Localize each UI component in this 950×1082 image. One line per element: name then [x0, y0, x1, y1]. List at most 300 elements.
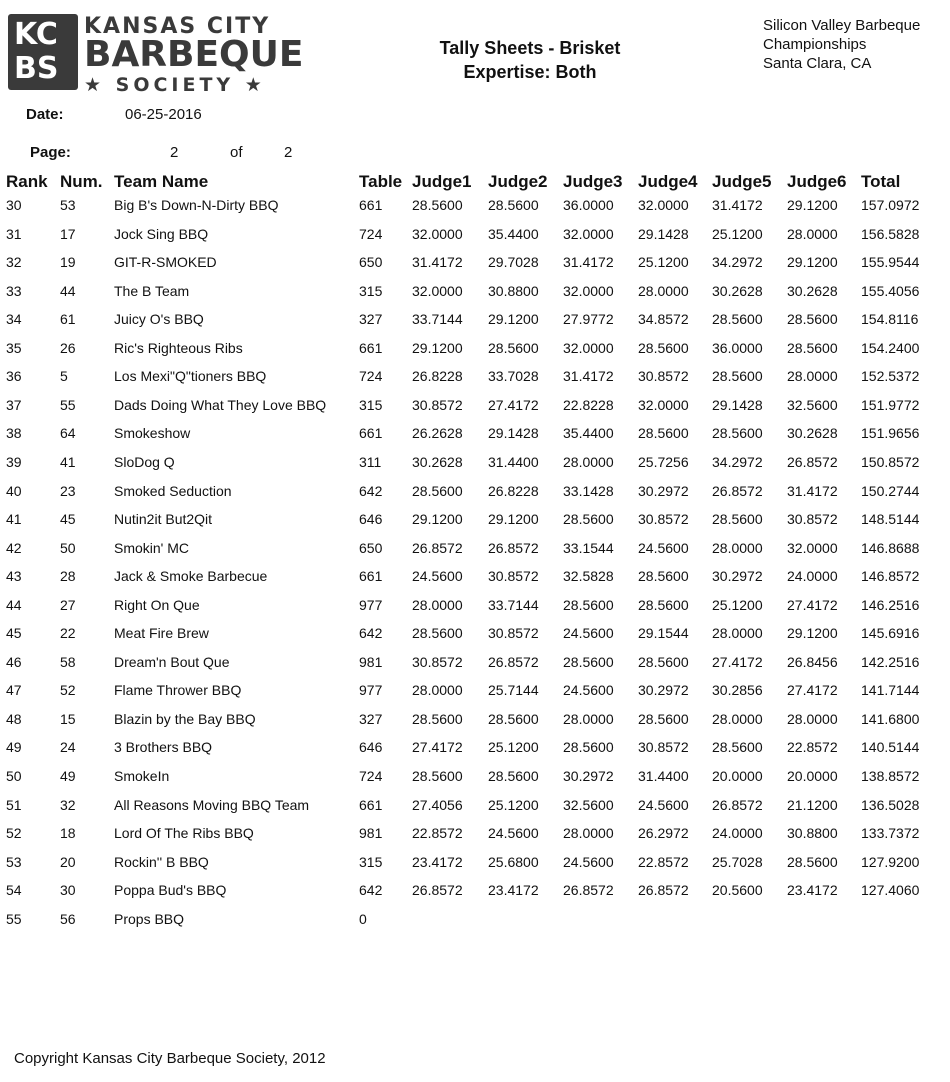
cell-team-name: Nutin2it But2Qit [114, 511, 213, 527]
cell-judge2: 26.8228 [488, 483, 539, 499]
cell-judge4: 26.8572 [638, 882, 689, 898]
cell-table: 646 [359, 511, 383, 527]
cell-table: 661 [359, 425, 383, 441]
col-header-judge6: Judge6 [787, 172, 847, 191]
cell-num: 32 [60, 797, 76, 813]
cell-judge5: 25.1200 [712, 597, 763, 613]
table-row [0, 368, 950, 396]
cell-total: 151.9656 [861, 425, 920, 441]
cell-judge6: 28.0000 [787, 226, 838, 242]
cell-judge3: 33.1544 [563, 540, 614, 556]
cell-team-name: Dads Doing What They Love BBQ [114, 397, 327, 413]
cell-judge1: 30.2628 [412, 454, 463, 470]
cell-rank: 46 [6, 654, 22, 670]
cell-judge1: 26.8572 [412, 540, 463, 556]
cell-total: 138.8572 [861, 768, 920, 784]
cell-rank: 34 [6, 311, 22, 327]
cell-judge5: 26.8572 [712, 797, 763, 813]
cell-judge4: 29.1428 [638, 226, 689, 242]
cell-rank: 39 [6, 454, 22, 470]
page-label: Page: [30, 144, 71, 161]
cell-judge6: 21.1200 [787, 797, 838, 813]
cell-judge4: 30.2972 [638, 682, 689, 698]
table-row [0, 854, 950, 882]
cell-rank: 37 [6, 397, 22, 413]
cell-rank: 47 [6, 682, 22, 698]
cell-rank: 50 [6, 768, 22, 784]
cell-rank: 40 [6, 483, 22, 499]
cell-team-name: 3 Brothers BBQ [114, 739, 213, 755]
cell-judge3: 28.5600 [563, 511, 614, 527]
cell-judge4: 28.5600 [638, 597, 689, 613]
cell-table: 327 [359, 311, 383, 327]
cell-total: 155.9544 [861, 254, 920, 270]
cell-rank: 51 [6, 797, 22, 813]
cell-rank: 31 [6, 226, 22, 242]
col-header-judge5: Judge5 [712, 172, 772, 191]
cell-team-name: The B Team [114, 283, 190, 299]
cell-judge1: 26.8228 [412, 368, 463, 384]
cell-num: 50 [60, 540, 76, 556]
table-row [0, 311, 950, 339]
cell-table: 327 [359, 711, 383, 727]
table-row [0, 682, 950, 710]
kcbs-logo-mark [8, 14, 78, 90]
cell-num: 56 [60, 911, 76, 927]
col-header-judge3: Judge3 [563, 172, 623, 191]
cell-judge6: 29.1200 [787, 197, 838, 213]
cell-num: 24 [60, 739, 76, 755]
cell-rank: 42 [6, 540, 22, 556]
cell-judge3: 22.8228 [563, 397, 614, 413]
cell-judge1: 28.0000 [412, 597, 463, 613]
cell-team-name: Blazin by the Bay BBQ [114, 711, 256, 727]
cell-judge6: 22.8572 [787, 739, 838, 755]
report-title: Tally Sheets - Brisket [439, 38, 621, 58]
cell-judge6: 23.4172 [787, 882, 838, 898]
cell-rank: 32 [6, 254, 22, 270]
cell-judge3: 28.5600 [563, 597, 614, 613]
cell-judge5: 25.1200 [712, 226, 763, 242]
cell-judge1: 22.8572 [412, 825, 463, 841]
cell-judge2: 28.5600 [488, 768, 539, 784]
cell-team-name: Jock Sing BBQ [114, 226, 209, 242]
cell-team-name: Los Mexi"Q"tioners BBQ [114, 368, 267, 384]
cell-judge1: 27.4172 [412, 739, 463, 755]
event-info [763, 16, 920, 73]
cell-table: 646 [359, 739, 383, 755]
cell-table: 661 [359, 568, 383, 584]
cell-total: 133.7372 [861, 825, 920, 841]
cell-total: 151.9772 [861, 397, 920, 413]
cell-judge1: 28.5600 [412, 197, 463, 213]
cell-judge6: 29.1200 [787, 254, 838, 270]
cell-judge5: 28.5600 [712, 368, 763, 384]
cell-team-name: Big B's Down-N-Dirty BBQ [114, 197, 279, 213]
table-row [0, 254, 950, 282]
cell-team-name: Smokeshow [114, 425, 191, 441]
cell-judge2: 25.1200 [488, 797, 539, 813]
cell-judge5: 24.0000 [712, 825, 763, 841]
cell-total: 141.7144 [861, 682, 920, 698]
logo-line-1: KANSAS CITY [84, 14, 271, 39]
cell-total: 127.4060 [861, 882, 920, 898]
cell-team-name: SmokeIn [114, 768, 170, 784]
cell-num: 22 [60, 625, 76, 641]
cell-judge6: 24.0000 [787, 568, 838, 584]
cell-judge4: 28.5600 [638, 340, 689, 356]
cell-table: 724 [359, 768, 383, 784]
cell-rank: 55 [6, 911, 22, 927]
cell-num: 15 [60, 711, 76, 727]
cell-table: 0 [359, 911, 367, 927]
col-header-rank: Rank [6, 172, 48, 191]
page-number: 2 [170, 144, 179, 161]
cell-judge3: 32.0000 [563, 226, 614, 242]
cell-judge1: 23.4172 [412, 854, 463, 870]
cell-judge3: 28.0000 [563, 825, 614, 841]
cell-judge6: 32.5600 [787, 397, 838, 413]
cell-team-name: SloDog Q [114, 454, 175, 470]
cell-judge5: 30.2628 [712, 283, 763, 299]
cell-judge6: 27.4172 [787, 682, 838, 698]
cell-num: 52 [60, 682, 76, 698]
cell-judge5: 28.5600 [712, 511, 763, 527]
cell-judge4: 28.5600 [638, 425, 689, 441]
cell-judge4: 30.2972 [638, 483, 689, 499]
event-location: Santa Clara, CA [763, 55, 872, 72]
cell-table: 724 [359, 226, 383, 242]
cell-judge2: 31.4400 [488, 454, 539, 470]
cell-judge4: 29.1544 [638, 625, 689, 641]
cell-judge3: 30.2972 [563, 768, 614, 784]
cell-judge5: 28.5600 [712, 311, 763, 327]
cell-num: 44 [60, 283, 76, 299]
cell-rank: 52 [6, 825, 22, 841]
logo-line-3: ★ SOCIETY ★ [84, 74, 266, 96]
cell-judge1: 30.8572 [412, 397, 463, 413]
cell-judge5: 26.8572 [712, 483, 763, 499]
cell-team-name: Lord Of The Ribs BBQ [114, 825, 254, 841]
cell-team-name: Dream'n Bout Que [114, 654, 230, 670]
cell-num: 28 [60, 568, 76, 584]
cell-num: 61 [60, 311, 76, 327]
cell-team-name: Meat Fire Brew [114, 625, 209, 641]
cell-judge3: 33.1428 [563, 483, 614, 499]
cell-table: 642 [359, 882, 383, 898]
cell-judge2: 29.1428 [488, 425, 539, 441]
cell-table: 661 [359, 340, 383, 356]
cell-judge3: 26.8572 [563, 882, 614, 898]
cell-rank: 53 [6, 854, 22, 870]
cell-total: 148.5144 [861, 511, 920, 527]
cell-team-name: Props BBQ [114, 911, 185, 927]
cell-num: 53 [60, 197, 76, 213]
cell-judge6: 30.2628 [787, 425, 838, 441]
cell-judge1: 32.0000 [412, 283, 463, 299]
cell-judge5: 20.5600 [712, 882, 763, 898]
cell-judge6: 28.0000 [787, 368, 838, 384]
table-row [0, 739, 950, 767]
cell-judge6: 29.1200 [787, 625, 838, 641]
cell-judge3: 32.5828 [563, 568, 614, 584]
cell-rank: 44 [6, 597, 22, 613]
cell-judge5: 25.7028 [712, 854, 763, 870]
cell-judge6: 30.8800 [787, 825, 838, 841]
cell-rank: 35 [6, 340, 22, 356]
cell-judge1: 27.4056 [412, 797, 463, 813]
cell-judge4: 32.0000 [638, 397, 689, 413]
cell-judge3: 24.5600 [563, 854, 614, 870]
cell-num: 41 [60, 454, 76, 470]
table-row [0, 882, 950, 910]
table-row [0, 568, 950, 596]
cell-total: 146.2516 [861, 597, 920, 613]
cell-judge3: 24.5600 [563, 625, 614, 641]
cell-table: 661 [359, 197, 383, 213]
cell-judge3: 27.9772 [563, 311, 614, 327]
cell-team-name: GIT-R-SMOKED [114, 254, 217, 270]
cell-judge1: 28.5600 [412, 483, 463, 499]
cell-judge5: 28.5600 [712, 739, 763, 755]
cell-num: 23 [60, 483, 76, 499]
table-row [0, 911, 950, 939]
kcbs-logo [8, 12, 304, 96]
cell-num: 17 [60, 226, 76, 242]
cell-judge5: 30.2856 [712, 682, 763, 698]
table-row [0, 625, 950, 653]
cell-judge5: 36.0000 [712, 340, 763, 356]
logo-line-2: BARBEQUE [84, 34, 304, 75]
cell-judge3: 32.5600 [563, 797, 614, 813]
cell-judge3: 28.0000 [563, 454, 614, 470]
cell-judge3: 31.4172 [563, 368, 614, 384]
cell-judge2: 26.8572 [488, 654, 539, 670]
logo-mark-bottom: BS [14, 51, 59, 86]
table-row [0, 226, 950, 254]
cell-judge4: 28.5600 [638, 654, 689, 670]
cell-judge5: 34.2972 [712, 454, 763, 470]
cell-judge5: 28.0000 [712, 540, 763, 556]
cell-judge4: 30.8572 [638, 739, 689, 755]
table-row [0, 711, 950, 739]
cell-judge4: 28.5600 [638, 711, 689, 727]
cell-table: 724 [359, 368, 383, 384]
date-label: Date: [26, 106, 64, 123]
cell-judge5: 27.4172 [712, 654, 763, 670]
table-row [0, 654, 950, 682]
cell-judge4: 30.8572 [638, 368, 689, 384]
cell-total: 141.6800 [861, 711, 920, 727]
cell-judge6: 28.5600 [787, 340, 838, 356]
cell-judge6: 28.5600 [787, 854, 838, 870]
cell-rank: 30 [6, 197, 22, 213]
cell-total: 127.9200 [861, 854, 920, 870]
cell-judge4: 31.4400 [638, 768, 689, 784]
report-subtitle: Expertise: Both [463, 62, 597, 82]
table-row [0, 597, 950, 625]
cell-total: 150.2744 [861, 483, 920, 499]
cell-table: 977 [359, 597, 383, 613]
cell-judge3: 28.5600 [563, 654, 614, 670]
cell-num: 45 [60, 511, 76, 527]
cell-judge1: 26.8572 [412, 882, 463, 898]
cell-total: 157.0972 [861, 197, 920, 213]
cell-table: 981 [359, 654, 383, 670]
cell-total: 154.2400 [861, 340, 920, 356]
cell-judge4: 25.1200 [638, 254, 689, 270]
cell-team-name: Right On Que [114, 597, 200, 613]
cell-total: 154.8116 [861, 311, 919, 327]
table-row [0, 511, 950, 539]
cell-judge5: 29.1428 [712, 397, 763, 413]
cell-judge5: 28.5600 [712, 425, 763, 441]
cell-judge6: 30.8572 [787, 511, 838, 527]
cell-judge2: 29.1200 [488, 511, 539, 527]
col-header-num: Num. [60, 172, 103, 191]
cell-judge1: 24.5600 [412, 568, 463, 584]
cell-judge2: 33.7028 [488, 368, 539, 384]
copyright-footer: Copyright Kansas City Barbeque Society, 2012 [14, 1050, 326, 1067]
cell-judge1: 32.0000 [412, 226, 463, 242]
cell-rank: 41 [6, 511, 22, 527]
cell-judge6: 26.8456 [787, 654, 838, 670]
cell-total: 146.8572 [861, 568, 920, 584]
col-header-table: Table [359, 172, 403, 191]
table-row [0, 425, 950, 453]
cell-table: 642 [359, 483, 383, 499]
cell-total: 140.5144 [861, 739, 920, 755]
cell-team-name: Rockin'' B BBQ [114, 854, 209, 870]
col-header-judge2: Judge2 [488, 172, 548, 191]
page-total: 2 [284, 144, 293, 161]
cell-judge6: 20.0000 [787, 768, 838, 784]
cell-num: 30 [60, 882, 76, 898]
cell-judge1: 28.0000 [412, 682, 463, 698]
cell-judge2: 30.8572 [488, 568, 539, 584]
cell-team-name: Smoked Seduction [114, 483, 232, 499]
cell-judge4: 24.5600 [638, 797, 689, 813]
cell-judge3: 31.4172 [563, 254, 614, 270]
cell-judge1: 26.2628 [412, 425, 463, 441]
cell-judge5: 31.4172 [712, 197, 763, 213]
cell-judge3: 36.0000 [563, 197, 614, 213]
cell-total: 155.4056 [861, 283, 920, 299]
cell-judge6: 27.4172 [787, 597, 838, 613]
cell-rank: 48 [6, 711, 22, 727]
cell-rank: 45 [6, 625, 22, 641]
cell-rank: 38 [6, 425, 22, 441]
logo-mark-top: KC [14, 17, 58, 52]
cell-judge6: 31.4172 [787, 483, 838, 499]
col-header-team: Team Name [114, 172, 209, 191]
cell-total: 145.6916 [861, 625, 920, 641]
cell-total: 152.5372 [861, 368, 920, 384]
cell-judge1: 31.4172 [412, 254, 463, 270]
cell-rank: 49 [6, 739, 22, 755]
cell-judge3: 24.5600 [563, 682, 614, 698]
cell-total: 150.8572 [861, 454, 920, 470]
col-header-total: Total [861, 172, 901, 191]
table-row [0, 197, 950, 225]
cell-judge5: 20.0000 [712, 768, 763, 784]
cell-judge2: 28.5600 [488, 711, 539, 727]
cell-table: 650 [359, 254, 383, 270]
cell-rank: 54 [6, 882, 22, 898]
event-name-line-1: Silicon Valley Barbeque [763, 17, 921, 34]
cell-judge2: 25.1200 [488, 739, 539, 755]
cell-num: 55 [60, 397, 76, 413]
cell-total: 156.5828 [861, 226, 920, 242]
cell-judge3: 35.4400 [563, 425, 614, 441]
cell-judge2: 29.7028 [488, 254, 539, 270]
cell-team-name: Smokin' MC [114, 540, 190, 556]
table-row [0, 825, 950, 853]
cell-table: 315 [359, 283, 383, 299]
table-row [0, 768, 950, 796]
cell-judge2: 26.8572 [488, 540, 539, 556]
cell-table: 311 [359, 454, 382, 470]
cell-judge3: 32.0000 [563, 340, 614, 356]
cell-table: 981 [359, 825, 383, 841]
table-row [0, 340, 950, 368]
cell-judge6: 28.0000 [787, 711, 838, 727]
table-row [0, 397, 950, 425]
cell-judge1: 28.5600 [412, 768, 463, 784]
cell-judge5: 34.2972 [712, 254, 763, 270]
cell-team-name: Juicy O's BBQ [114, 311, 204, 327]
cell-judge2: 30.8800 [488, 283, 539, 299]
cell-judge4: 26.2972 [638, 825, 689, 841]
event-name-line-2: Championships [763, 36, 867, 53]
cell-table: 315 [359, 854, 383, 870]
cell-judge2: 28.5600 [488, 197, 539, 213]
table-row [0, 797, 950, 825]
cell-num: 49 [60, 768, 76, 784]
cell-team-name: All Reasons Moving BBQ Team [114, 797, 310, 813]
cell-table: 650 [359, 540, 383, 556]
cell-num: 20 [60, 854, 76, 870]
cell-num: 18 [60, 825, 76, 841]
cell-judge5: 28.0000 [712, 711, 763, 727]
cell-team-name: Poppa Bud's BBQ [114, 882, 227, 898]
cell-judge1: 28.5600 [412, 625, 463, 641]
cell-team-name: Ric's Righteous Ribs [114, 340, 243, 356]
table-row [0, 483, 950, 511]
cell-total: 146.8688 [861, 540, 920, 556]
cell-judge2: 35.4400 [488, 226, 539, 242]
cell-total: 136.5028 [861, 797, 920, 813]
cell-judge1: 33.7144 [412, 311, 463, 327]
page-of-label: of [230, 144, 243, 161]
cell-table: 642 [359, 625, 383, 641]
cell-rank: 43 [6, 568, 22, 584]
cell-judge1: 29.1200 [412, 340, 463, 356]
date-value: 06-25-2016 [125, 106, 202, 123]
cell-judge2: 33.7144 [488, 597, 539, 613]
cell-judge5: 28.0000 [712, 625, 763, 641]
cell-table: 661 [359, 797, 383, 813]
cell-judge4: 34.8572 [638, 311, 689, 327]
cell-judge3: 32.0000 [563, 283, 614, 299]
cell-judge2: 25.6800 [488, 854, 539, 870]
cell-judge4: 30.8572 [638, 511, 689, 527]
cell-judge3: 28.5600 [563, 739, 614, 755]
cell-judge4: 24.5600 [638, 540, 689, 556]
cell-judge5: 30.2972 [712, 568, 763, 584]
table-row [0, 540, 950, 568]
cell-rank: 36 [6, 368, 22, 384]
